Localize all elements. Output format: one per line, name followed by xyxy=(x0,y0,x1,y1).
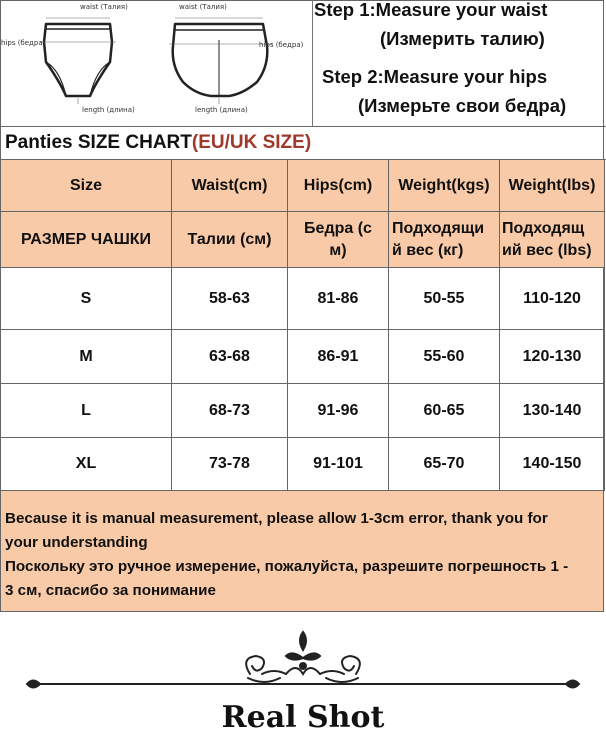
cell-weight-lbs: 130-140 xyxy=(500,384,605,438)
cell-size: S xyxy=(1,268,172,330)
header-ru-weight-kg-line2: й вес (кг) xyxy=(392,241,464,259)
cell-hips: 91-96 xyxy=(288,384,389,438)
note-russian-line2: 3 см, спасибо за понимание xyxy=(5,582,216,599)
front-waist-label: waist (Талия) xyxy=(80,3,128,11)
header-ru-weight-lbs-line1: Подходящ xyxy=(502,219,585,237)
panties-back-diagram xyxy=(155,0,305,122)
header-ru-hips-line2: м) xyxy=(329,241,347,259)
header-ru-size-text: РАЗМЕР ЧАШКИ xyxy=(20,230,152,248)
flourish-icon xyxy=(0,628,606,698)
cell-weight-lbs: 140-150 xyxy=(500,438,605,491)
cell-hips: 81-86 xyxy=(288,268,389,330)
cell-weight-kgs: 50-55 xyxy=(389,268,500,330)
header-ru-size xyxy=(1,212,172,268)
cell-weight-lbs: 110-120 xyxy=(500,268,605,330)
cell-waist: 63-68 xyxy=(172,330,288,384)
header-ru-hips xyxy=(288,212,389,268)
cell-waist: 58-63 xyxy=(172,268,288,330)
panties-front-diagram xyxy=(0,0,150,122)
front-hips-label: hips (бедра) xyxy=(1,39,46,47)
header-ru-weight-lbs xyxy=(500,212,605,268)
measurement-note xyxy=(0,490,604,612)
cell-hips: 86-91 xyxy=(288,330,389,384)
step1-russian: (Измерить талию) xyxy=(380,28,545,49)
header-row-russian xyxy=(1,212,605,268)
header-cell-hips: Hips(cm) xyxy=(288,160,389,212)
chart-title-main: Panties SIZE CHART xyxy=(5,132,192,153)
ornament-divider xyxy=(0,628,606,698)
cell-size: XL xyxy=(1,438,172,491)
chart-title-accent: (EU/UK SIZE) xyxy=(191,132,312,153)
note-english-line2: your understanding xyxy=(5,534,148,551)
cell-hips: 91-101 xyxy=(288,438,389,491)
header-ru-weight-kg xyxy=(389,212,500,268)
cell-weight-kgs: 55-60 xyxy=(389,330,500,384)
header-ru-weight-lbs-line2: ий вес (lbs) xyxy=(502,241,592,259)
table-row xyxy=(1,330,605,384)
back-waist-label: waist (Талия) xyxy=(179,3,227,11)
real-shot-heading: Real Shot xyxy=(221,700,385,735)
note-russian-line1: Поскольку это ручное измерение, пожалуйста, разрешите погрешность 1 - xyxy=(5,558,569,575)
step2-english: Step 2:Measure your hips xyxy=(322,66,548,87)
section-divider xyxy=(312,0,313,126)
table-row xyxy=(1,384,605,438)
back-length-label: length (длина) xyxy=(195,106,248,114)
header-ru-waist-text: Талии (см) xyxy=(187,230,272,248)
step1-english: Step 1:Measure your waist xyxy=(314,0,548,20)
header-ru-waist xyxy=(172,212,288,268)
chart-title xyxy=(5,132,311,154)
front-length-label: length (длина) xyxy=(82,106,135,114)
cell-waist: 68-73 xyxy=(172,384,288,438)
note-english-line1: Because it is manual measurement, please allow 1-3cm error, thank you for xyxy=(5,510,548,527)
header-cell-waist: Waist(cm) xyxy=(172,160,288,212)
table-row xyxy=(1,268,605,330)
step2-russian: (Измерьте свои бедра) xyxy=(358,95,567,116)
header-ru-hips-line1: Бедра (с xyxy=(304,219,372,237)
header-row-english xyxy=(1,160,605,212)
cell-size: M xyxy=(1,330,172,384)
header-cell-size: Size xyxy=(1,160,172,212)
cell-weight-kgs: 60-65 xyxy=(389,384,500,438)
header-cell-weight-kgs: Weight(kgs) xyxy=(389,160,500,212)
cell-waist: 73-78 xyxy=(172,438,288,491)
cell-weight-lbs: 120-130 xyxy=(500,330,605,384)
size-chart-table xyxy=(0,159,605,491)
panties-front-icon xyxy=(0,0,150,122)
panties-back-icon xyxy=(155,0,305,122)
table-row xyxy=(1,438,605,491)
cell-size: L xyxy=(1,384,172,438)
header-cell-weight-lbs: Weight(lbs) xyxy=(500,160,605,212)
measure-section xyxy=(0,0,606,126)
back-hips-label: hips (бедра) xyxy=(259,41,304,49)
chart-title-row xyxy=(0,126,606,160)
cell-weight-kgs: 65-70 xyxy=(389,438,500,491)
header-ru-weight-kg-line1: Подходящи xyxy=(392,219,485,237)
